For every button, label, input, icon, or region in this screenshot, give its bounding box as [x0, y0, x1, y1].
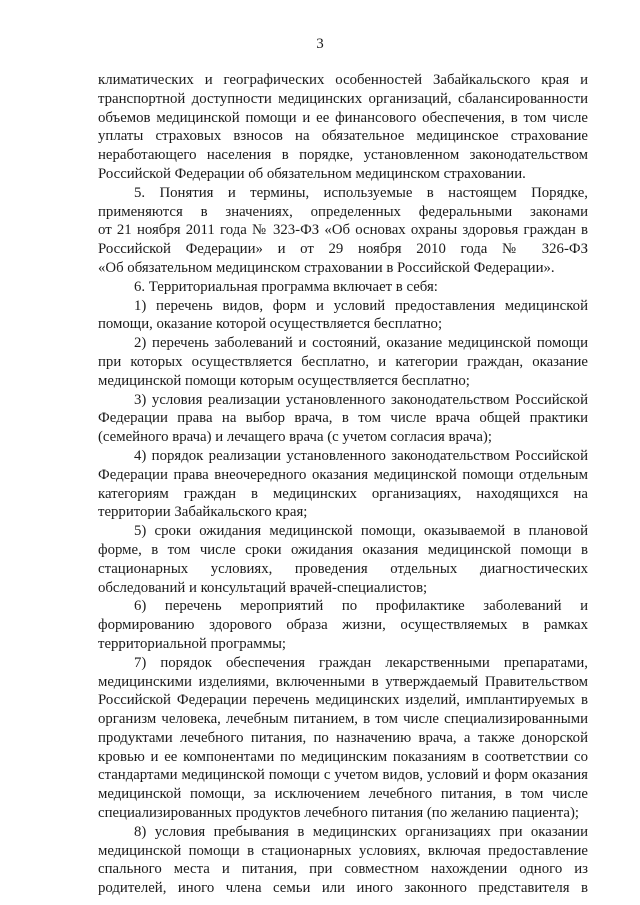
text-line: специализированных продуктов лечебного питания (по желанию пациента);: [98, 805, 580, 822]
text-line: формированию здорового образа жизни, осуществляемых в рамках: [98, 617, 588, 634]
text-line: медицинскими изделиями, включенными в утверждаемый Правительством: [98, 673, 588, 690]
text-line: стандартами медицинской помощи с учетом видов, условий и форм оказания: [98, 767, 588, 784]
text-line: 2) перечень заболеваний и состояний, оказание медицинской помощи: [134, 335, 588, 352]
text-line: территориальной программы;: [98, 635, 287, 652]
text-line: 7) порядок обеспечения граждан лекарственными препаратами,: [134, 654, 588, 671]
text-line: продуктами лечебного питания, по назначению врача, а также донорской: [98, 729, 588, 746]
text-line: (семейного врача) и лечащего врача (с учетом согласия врача);: [98, 429, 492, 446]
text-line: 4) порядок реализации установленного законодательством Российской: [134, 447, 588, 464]
text-line: спального места и питания, при совместном нахождении одного из: [98, 861, 588, 878]
text-line: Российской Федерации» и от 29 ноября 2010 года № 326-ФЗ: [98, 241, 588, 258]
text-line: применяются в значениях, определенных федеральными законами: [98, 203, 588, 220]
text-line: Федерации права на выбор врача, в том числе врача общей практики: [98, 410, 588, 427]
text-line: категориям граждан в медицинских организациях, находящихся на: [98, 485, 588, 502]
text-line: Российской Федерации перечень медицинских изделий, имплантируемых в: [98, 692, 588, 709]
text-line: Федерации права внеочередного оказания медицинской помощи отдельным: [98, 466, 588, 483]
text-line: медицинской помощи которым осуществляется бесплатно;: [98, 372, 470, 389]
text-line: родителей, иного члена семьи или иного законного представителя в: [98, 880, 588, 897]
text-line: от 21 ноября 2011 года № 323-ФЗ «Об основах охраны здоровья граждан в: [98, 222, 588, 239]
text-line: 8) условия пребывания в медицинских организациях при оказании: [134, 823, 588, 840]
text-line: при которых осуществляется бесплатно, и категории граждан, оказание: [98, 353, 588, 370]
text-line: 6. Территориальная программа включает в себя:: [134, 278, 438, 295]
text-line: форме, в том числе сроки ожидания оказания медицинской помощи в: [98, 541, 588, 558]
text-line: транспортной доступности медицинских организаций, сбалансированности: [98, 90, 588, 107]
text-line: 6) перечень мероприятий по профилактике заболеваний и: [134, 598, 588, 615]
text-line: «Об обязательном медицинском страховании в Российской Федерации».: [98, 259, 555, 276]
text-line: помощи, оказание которой осуществляется бесплатно;: [98, 316, 443, 333]
text-line: объемов медицинской помощи и ее финансового обеспечения, в том числе: [98, 109, 588, 126]
text-line: уплаты страховых взносов на обязательное медицинское страхование: [98, 128, 588, 145]
text-line: медицинской помощи, за исключением лечебного питания, в том числе: [98, 786, 588, 803]
text-line: стационарных условиях, проведения отдельных диагностических: [98, 560, 588, 577]
text-line: 1) перечень видов, форм и условий предоставления медицинской: [134, 297, 588, 314]
text-line: территории Забайкальского края;: [98, 504, 308, 521]
text-line: неработающего населения в порядке, установленном законодательством: [98, 147, 588, 164]
text-line: 3) условия реализации установленного законодательством Российской: [134, 391, 588, 408]
text-line: медицинской помощи в стационарных условиях, включая предоставление: [98, 842, 588, 859]
text-line: кровью и ее компонентами по медицинским показаниям в соответствии со: [98, 748, 588, 765]
document-body: [98, 71, 588, 898]
text-line: организм человека, лечебным питанием, в том числе специализированными: [98, 711, 588, 728]
text-line: климатических и географических особенностей Забайкальского края и: [98, 72, 588, 88]
text-line: 5) сроки ожидания медицинской помощи, оказываемой в плановой: [134, 523, 588, 540]
text-line: 5. Понятия и термины, используемые в настоящем Порядке,: [134, 184, 588, 201]
text-line: обследований и консультаций врачей-специалистов;: [98, 579, 428, 596]
text-line: Российской Федерации об обязательном медицинском страховании.: [98, 165, 526, 182]
page-number: 3: [316, 36, 324, 52]
